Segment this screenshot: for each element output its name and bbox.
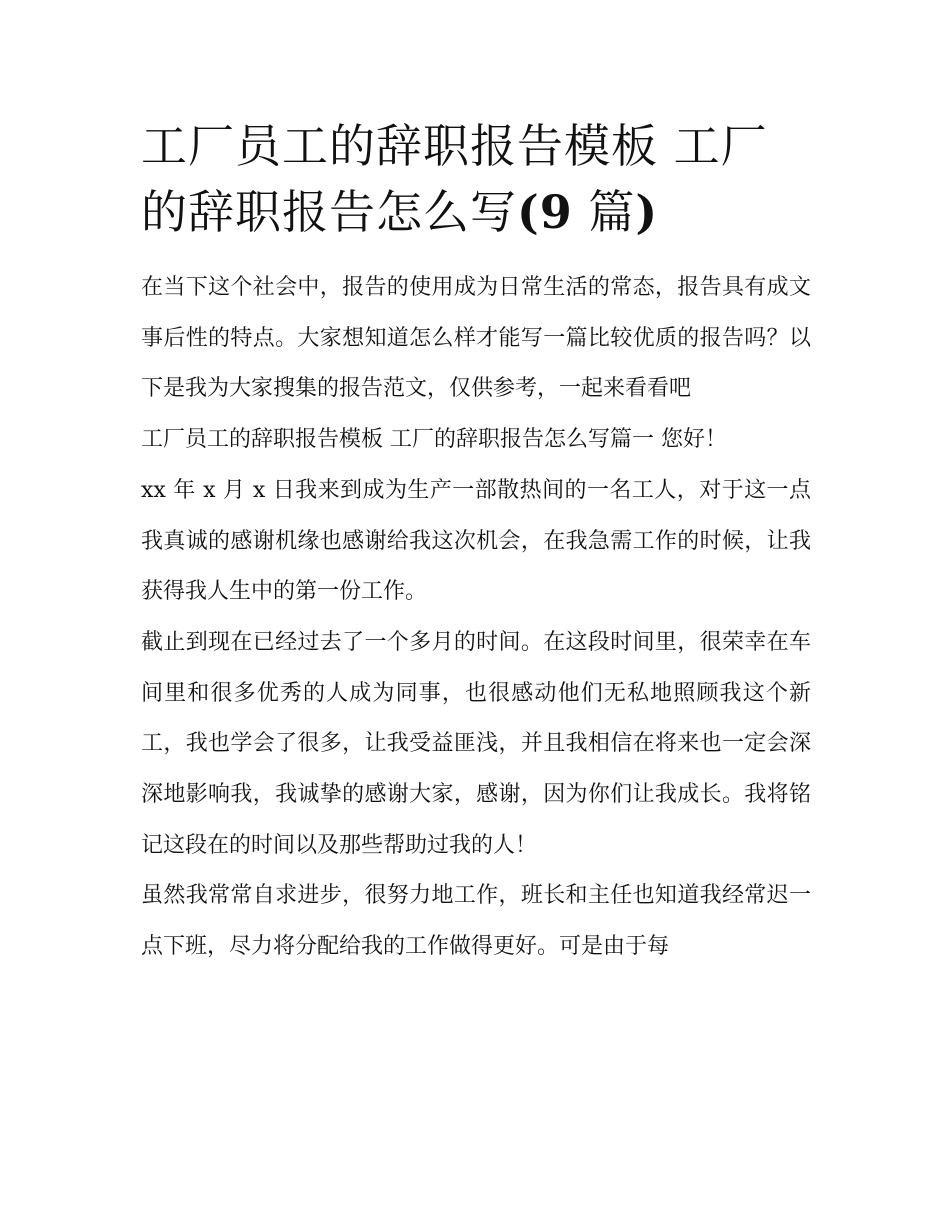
document-body	[141, 113, 811, 973]
title-line-2-open-count: (9	[517, 185, 573, 239]
paragraph-start-date: xx 年 x 月 x 日我来到成为生产一部散热间的一名工人，对于这一点我真诚的感谢机缘也感谢给我这次机会，在我急需工作的时候，让我获得我人生中的第一份工作。	[141, 477, 811, 605]
title-line-2-unit: 篇	[572, 185, 636, 239]
title-line-2-text: 的辞职报告怎么写	[141, 185, 517, 239]
title-line-2-close: )	[635, 185, 659, 239]
paragraph-gratitude: 截止到现在已经过去了一个多月的时间。在这段时间里，很荣幸在车间里和很多优秀的人成为同事，也很感动他们无私地照顾我这个新工，我也学会了很多，让我受益匪浅，并且我相信在将来也一定会深深地影响我，我诚挚的感谢大家，感谢，因为你们让我成长。我将铭记这段在的时间以及那些帮助过我的人！	[141, 629, 811, 858]
paragraph-intro: 在当下这个社会中，报告的使用成为日常生活的常态，报告具有成文事后性的特点。大家想知道怎么样才能写一篇比较优质的报告吗？以下是我为大家搜集的报告范文，仅供参考，一起来看看吧	[141, 275, 811, 402]
title-line-1: 工厂员工的辞职报告模板 工厂	[141, 119, 768, 173]
paragraph-heading-greeting: 工厂员工的辞职报告模板 工厂的辞职报告怎么写篇一 您好！	[141, 427, 727, 453]
paragraph-effort: 虽然我常常自求进步，很努力地工作，班长和主任也知道我经常迟一点下班，尽力将分配给我的工作做得更好。可是由于每	[141, 883, 811, 960]
document-title	[141, 113, 811, 245]
